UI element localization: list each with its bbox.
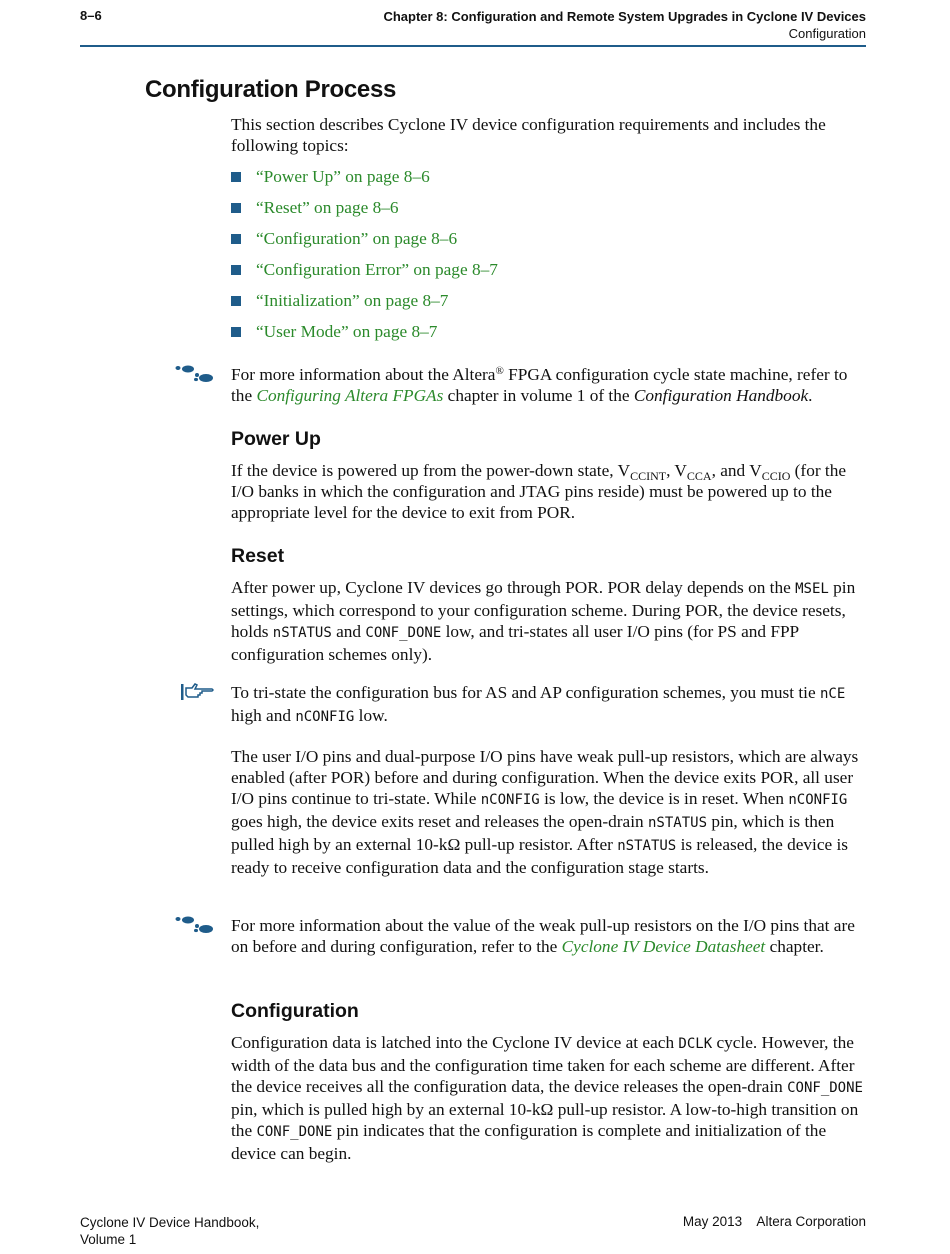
bullet-square-icon bbox=[231, 327, 241, 337]
topic-item[interactable] bbox=[231, 166, 498, 197]
topic-link[interactable]: “Initialization” on page 8–7 bbox=[256, 291, 449, 310]
reset-paragraph bbox=[231, 577, 867, 665]
pull-up-text: The user I/O pins and dual-purpose I/O pins have weak pull-up resistors, which are always enabled (after POR) before and during configuration. When the device exits POR, all user I/O pins continue to tri-state. While nCONFIG is low, the device is in reset. When nCONFIG goes high, the device exits reset and releases the open-drain nSTATUS pin, which is then pulled high by an external 10-kΩ pull-up resistor. After nSTATUS is released, the device is ready to receive configuration data and the configuration stage starts. bbox=[231, 747, 859, 877]
footer-book-title bbox=[80, 1214, 259, 1248]
bullet-square-icon bbox=[231, 296, 241, 306]
topic-item[interactable] bbox=[231, 321, 498, 352]
heading-power-up: Power Up bbox=[231, 428, 321, 450]
heading-configuration: Configuration bbox=[231, 1000, 359, 1022]
heading-reset: Reset bbox=[231, 545, 285, 567]
note-configuring-altera bbox=[231, 364, 867, 406]
topic-link[interactable]: “Configuration Error” on page 8–7 bbox=[256, 260, 498, 279]
pull-up-paragraph bbox=[231, 746, 867, 878]
tip-tri-state bbox=[231, 682, 867, 728]
chapter-title: Chapter 8: Configuration and Remote System Upgrades in Cyclone IV Devices bbox=[383, 9, 866, 24]
section-name: Configuration bbox=[788, 26, 866, 41]
topic-link[interactable]: “User Mode” on page 8–7 bbox=[256, 322, 438, 341]
topic-item[interactable] bbox=[231, 197, 498, 228]
bullet-square-icon bbox=[231, 203, 241, 213]
running-header bbox=[383, 8, 866, 42]
tip-text: To tri-state the configuration bus for AS and AP configuration schemes, you must tie nCE high and nCONFIG low. bbox=[231, 683, 846, 725]
configuration-text: Configuration data is latched into the Cyclone IV device at each DCLK cycle. However, the width of the data bus and the configuration time taken for each scheme are different. After the device receives all the configuration data, the device releases the open-drain CONF_DONE pin, which is pulled high by an external 10-kΩ pull-up resistor. A low-to-high transition on the CONF_DONE pin indicates that the configuration is complete and initialization of the device can begin. bbox=[231, 1033, 863, 1163]
power-up-text: If the device is powered up from the power-down state, $V_{CCINT}$, $V_{CCA}$, and $V_{CCIO}$ (for the I/O banks in which the configuration and JTAG pins reside) must be powered up to the appropriate level for the device to exit from POR. bbox=[231, 461, 847, 522]
link-cyclone-iv-datasheet[interactable]: Cyclone IV Device Datasheet bbox=[561, 937, 766, 956]
header-rule bbox=[80, 45, 866, 47]
reset-text: After power up, Cyclone IV devices go through POR. POR delay depends on the MSEL pin settings, which correspond to your configuration scheme. During POR, the device resets, holds nSTATUS and CONF_DONE low, and tri-states all user I/O pins (for PS and FPP configuration schemes only). bbox=[231, 578, 856, 664]
pointing-hand-icon bbox=[180, 682, 216, 702]
topic-link[interactable]: “Configuration” on page 8–6 bbox=[256, 229, 458, 248]
page-number: 8–6 bbox=[80, 8, 102, 23]
bullet-square-icon bbox=[231, 265, 241, 275]
power-up-paragraph bbox=[231, 460, 867, 523]
footprints-note-icon bbox=[175, 916, 215, 936]
bullet-square-icon bbox=[231, 234, 241, 244]
bullet-square-icon bbox=[231, 172, 241, 182]
note-weak-pull-up bbox=[231, 915, 867, 957]
topic-link[interactable]: “Power Up” on page 8–6 bbox=[256, 167, 430, 186]
topic-item[interactable] bbox=[231, 290, 498, 321]
footer-book-line2: Volume 1 bbox=[80, 1232, 137, 1247]
intro-paragraph bbox=[231, 114, 867, 156]
link-configuring-altera-fpgas[interactable]: Configuring Altera FPGAs bbox=[256, 386, 444, 405]
footer-date-company: May 2013 Altera Corporation bbox=[682, 1214, 866, 1229]
footer-book-line1: Cyclone IV Device Handbook, bbox=[80, 1215, 260, 1230]
topic-list bbox=[231, 166, 498, 352]
note-text: For more information about the value of the weak pull-up resistors on the I/O pins that are on before and during configuration, refer to the Cyclone IV Device Datasheet chapter. bbox=[231, 916, 855, 956]
note-text: For more information about the Altera® FPGA configuration cycle state machine, refer to the Configuring Altera FPGAs chapter in volume 1 of the Configuration Handbook. bbox=[231, 365, 848, 405]
intro-text: This section describes Cyclone IV device configuration requirements and includes the following topics: bbox=[231, 115, 826, 155]
topic-item[interactable] bbox=[231, 259, 498, 290]
configuration-paragraph bbox=[231, 1032, 867, 1164]
heading-configuration-process: Configuration Process bbox=[145, 76, 397, 103]
topic-item[interactable] bbox=[231, 228, 498, 259]
footprints-note-icon bbox=[175, 365, 215, 385]
topic-link[interactable]: “Reset” on page 8–6 bbox=[256, 198, 399, 217]
